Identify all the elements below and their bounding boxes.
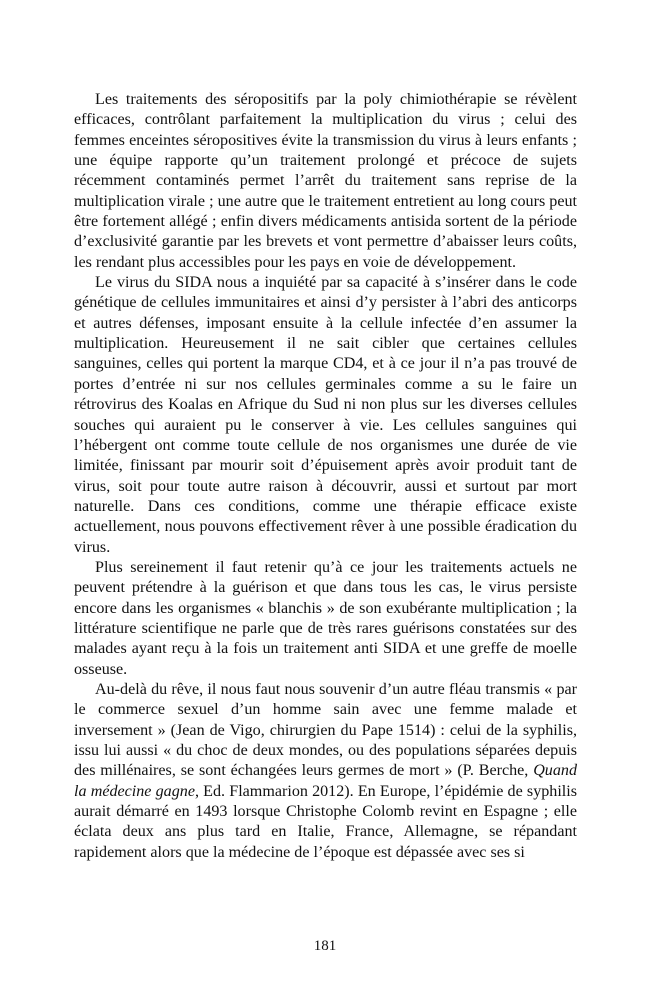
- page-body: [74, 90, 577, 863]
- syphilis-text-before-title: Au-delà du rêve, il nous faut nous souvenir d’un autre fléau transmis « par le commerce sexuel d’un homme sain avec une femme malade et inversement » (Jean de Vigo, chirurgien du Pape 1514) : celui de la syphilis, issu lui aussi « du choc de deux mondes, ou des populations séparées depuis des millénaires, se sont échangées leurs germes de mort » (P. Berche,: [74, 680, 577, 780]
- paragraph-hiv-virus-persistence: Le virus du SIDA nous a inquiété par sa capacité à s’insérer dans le code génétique de cellules immunitaires et ainsi d’y persister à l’abri des anticorps et autres défenses, imposant ensuite à la cellule infectée d’en assumer la multiplication. Heureusement il ne sait cibler que certaines cellules sanguines, celles qui portent la marque CD4, et à ce jour il n’a pas trouvé de portes d’entrée ni sur nos cellules germinales comme a su le faire un rétrovirus des Koalas en Afrique du Sud ni non plus sur les diverses cellules souches qui auraient pu le conserver à vie. Les cellules sanguines qui l’hébergent ont comme toute cellule de nos organismes une durée de vie limitée, finissant par mourir soit d’épuisement après avoir produit tant de virus, soit pour toute autre raison à découvrir, aussi et surtout par mort naturelle. Dans ces conditions, comme une thérapie efficace existe actuellement, nous pouvons effectivement rêver à une possible éradication du virus.: [74, 274, 577, 556]
- syphilis-text-after-title: , Ed. Flammarion 2012). En Europe, l’épidémie de syphilis aurait démarré en 1493 lorsque Christophe Colomb revint en Espagne ; elle éclata deux ans plus tard en Italie, France, Allemagne, se répandant rapidement alors que la médecine de l’époque est dépassée avec ses si: [74, 782, 578, 861]
- paragraph-no-cure-yet: Plus sereinement il faut retenir qu’à ce jour les traitements actuels ne peuvent prétendre à la guérison et que dans tous les cas, le virus persiste encore dans les organismes « blanchis » de son exubérante multiplication ; la littérature scientifique ne parle que de très rares guérisons constatées sur des malades ayant reçu à la fois un traitement anti SIDA et une greffe de moelle osseuse.: [74, 558, 577, 678]
- book-title: Quand la médecine gagne: [74, 762, 577, 800]
- paragraph-hiv-treatments: Les traitements des séropositifs par la poly chimiothérapie se révèlent efficaces, contrôlant parfaitement la multiplication du virus ; celui des femmes enceintes séropositives évite la transmission du virus à leurs enfants ; une équipe rapporte qu’un traitement prolongé et précoce de sujets récemment contaminés permet l’arrêt du traitement sans reprise de la multiplication virale ; une autre que le traitement entretient au long cours peut être fortement allégé ; enfin divers médicaments antisida sortent de la période d’exclusivité garantie par les brevets et vont permettre d’abaisser leurs coûts, les rendant plus accessibles pour les pays en voie de développement.: [74, 91, 577, 271]
- page-number: 181: [313, 938, 337, 954]
- paragraph-syphilis-history: [74, 680, 577, 863]
